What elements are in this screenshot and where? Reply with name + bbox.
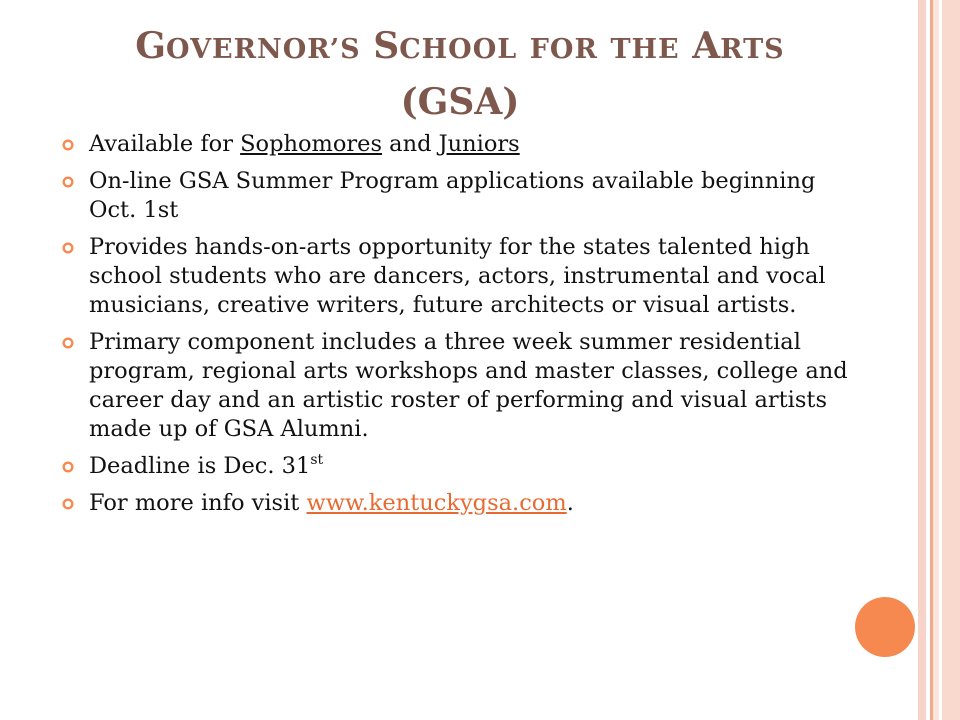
slide-title: [60, 20, 860, 128]
bullet-text: On-line GSA Summer Program applications available beginning Oct. 1st: [89, 168, 816, 223]
decor-orange-circle: [855, 597, 915, 657]
orange-ring-bullet-icon: [62, 242, 74, 254]
decor-stripe: [918, 0, 926, 720]
bullet-text: For more info visit: [89, 490, 307, 516]
title-text: A: [692, 25, 721, 67]
list-item: [62, 130, 862, 159]
title-text: ’: [329, 34, 341, 65]
website-link[interactable]: www.kentuckygsa.com: [306, 490, 567, 516]
title-text: OVERNOR: [166, 34, 330, 65]
title-line-2: (GSA): [400, 81, 520, 123]
bullet-text-underlined: Sophomores: [240, 131, 383, 157]
orange-ring-bullet-icon: [62, 498, 74, 510]
bullet-text: Deadline is Dec. 31: [89, 453, 311, 479]
title-text: CHOOL: [399, 34, 518, 65]
bullet-text: Provides hands-on-arts opportunity for the states talented high school students who are dancers, actors, instrumental and vocal musicians, creative writers, future architects or visual artists.: [89, 234, 826, 318]
superscript: st: [310, 452, 324, 468]
bullet-text: .: [566, 490, 574, 516]
orange-ring-bullet-icon: [62, 139, 74, 151]
bullet-list: [62, 130, 862, 526]
orange-ring-bullet-icon: [62, 461, 74, 473]
list-item: [62, 233, 862, 320]
bullet-text: Available for: [89, 131, 241, 157]
list-item: [62, 452, 862, 481]
title-line-1: [60, 20, 860, 76]
orange-ring-bullet-icon: [62, 176, 74, 188]
orange-ring-bullet-icon: [62, 337, 74, 349]
bullet-text-underlined: Juniors: [438, 131, 520, 157]
list-item: [62, 167, 862, 225]
title-text: S: [373, 25, 400, 67]
bullet-text: and: [382, 131, 439, 157]
title-text: RTS: [720, 34, 785, 65]
list-item: [62, 328, 862, 444]
decor-stripe: [942, 0, 960, 720]
title-text: S: [340, 34, 361, 65]
list-item: [62, 489, 862, 518]
title-text: THE: [610, 34, 680, 65]
bullet-text: Primary component includes a three week summer residential program, regional arts workshops and master classes, college and career day and an artistic roster of performing and visual artists made up of GSA Alumni.: [89, 329, 848, 442]
title-text: G: [135, 25, 167, 67]
title-text: FOR: [529, 34, 598, 65]
